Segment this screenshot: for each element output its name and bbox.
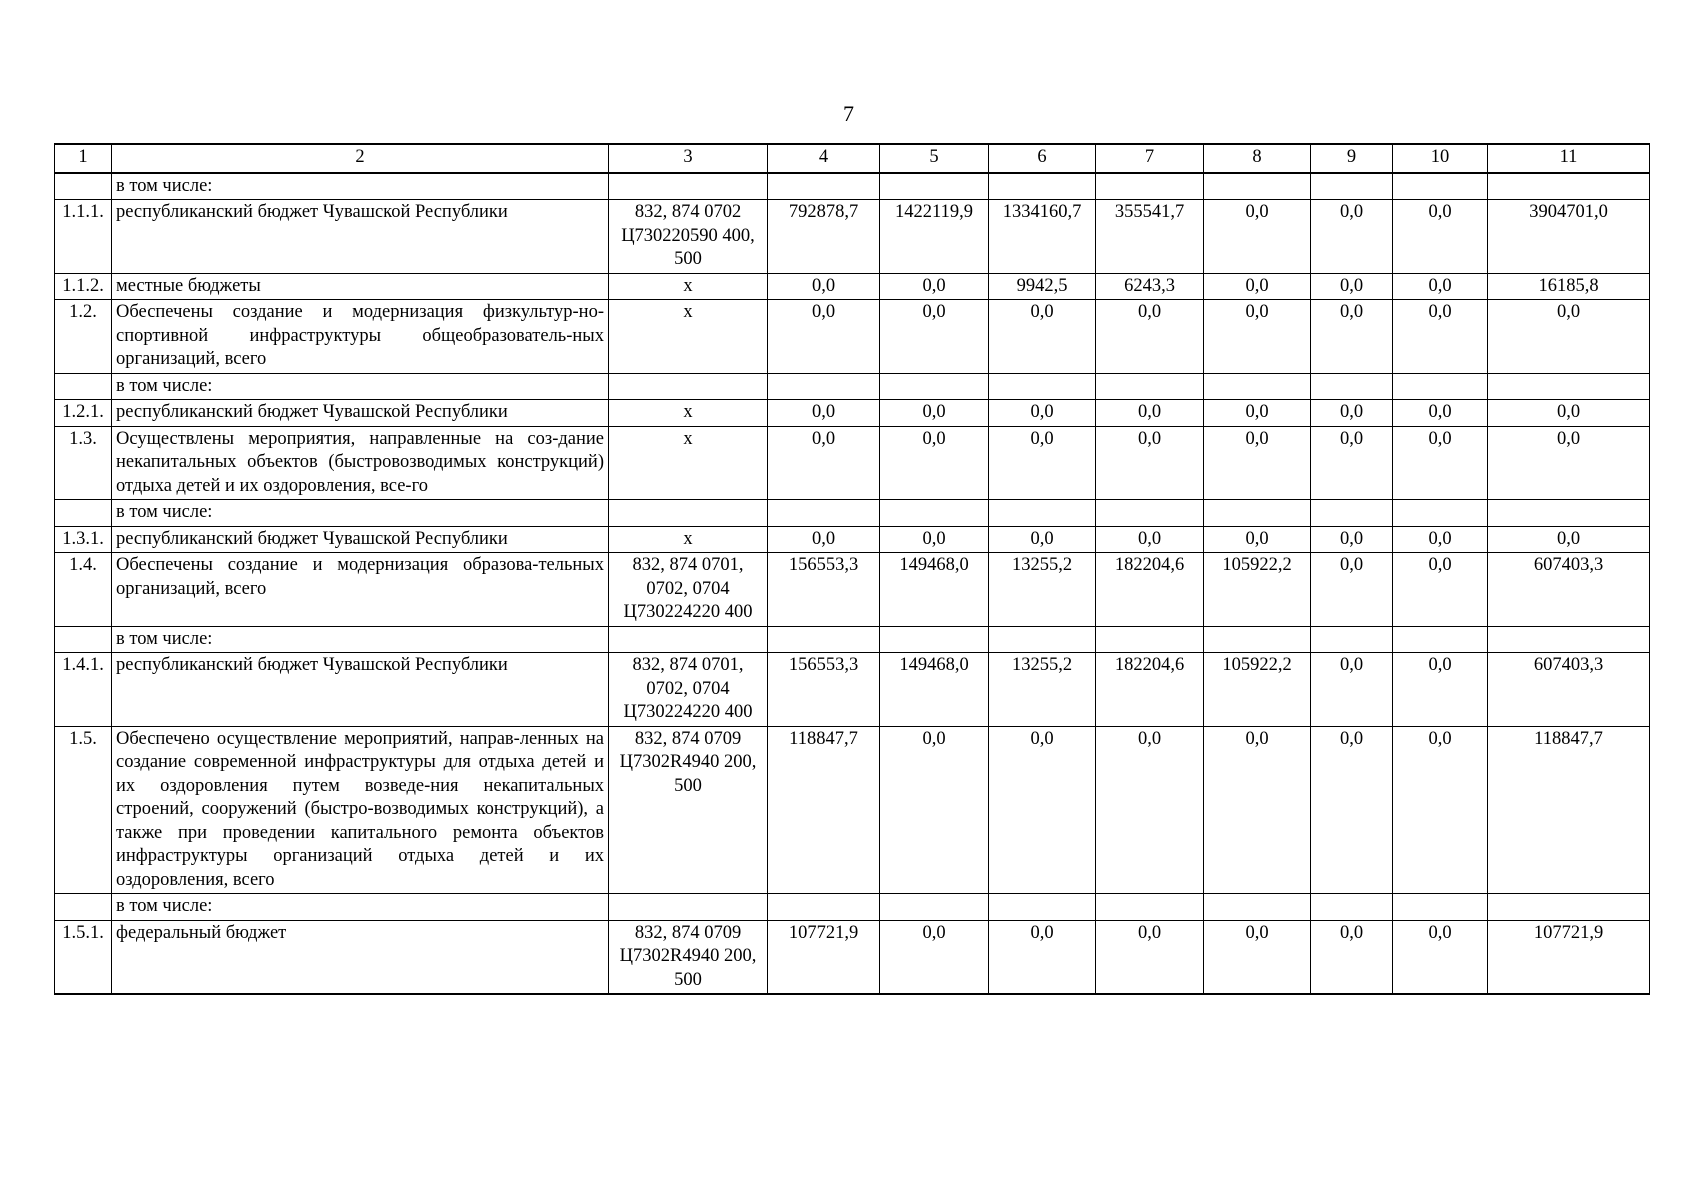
value-cell: 0,0 [880,426,989,500]
value-cell: 0,0 [1311,553,1393,627]
value-cell: 0,0 [989,300,1096,374]
row-number-cell: 1.2.1. [55,400,112,427]
row-name-cell: Обеспечены создание и модернизация образова-тельных организаций, всего [112,553,609,627]
value-cell [880,373,989,400]
value-cell [1096,894,1204,921]
value-cell: 156553,3 [768,653,880,727]
value-cell: 0,0 [1311,653,1393,727]
value-cell: 0,0 [768,273,880,300]
row-name-cell: федеральный бюджет [112,920,609,994]
value-cell: 0,0 [1311,426,1393,500]
header-cell: 7 [1096,144,1204,173]
value-cell [1204,373,1311,400]
value-cell [1311,173,1393,200]
value-cell: 0,0 [989,526,1096,553]
value-cell [880,500,989,527]
value-cell: 0,0 [1204,726,1311,894]
header-cell: 2 [112,144,609,173]
value-cell: 0,0 [1096,726,1204,894]
table-row [55,653,1650,727]
value-cell: 0,0 [1311,273,1393,300]
value-cell [1096,500,1204,527]
value-cell: 149468,0 [880,553,989,627]
row-name-cell: Обеспечены создание и модернизация физкультур-но-спортивной инфраструктуры общеобразователь-ных организаций, всего [112,300,609,374]
row-number-cell: 1.2. [55,300,112,374]
value-cell: 0,0 [1393,300,1488,374]
table-row [55,526,1650,553]
header-cell: 5 [880,144,989,173]
subheading-row [55,626,1650,653]
value-cell [1393,500,1488,527]
value-cell: 0,0 [989,920,1096,994]
value-cell: 0,0 [1096,920,1204,994]
value-cell: 0,0 [1204,526,1311,553]
value-cell [1096,626,1204,653]
value-cell [989,173,1096,200]
row-number-cell: 1.5.1. [55,920,112,994]
row-name-cell: местные бюджеты [112,273,609,300]
value-cell: 0,0 [768,526,880,553]
table-row [55,300,1650,374]
row-name-cell: Осуществлены мероприятия, направленные на соз-дание некапитальных объектов (быстровозводимых конструкций) отдыха детей и их оздоровления, все-го [112,426,609,500]
table-row [55,553,1650,627]
value-cell: 0,0 [1311,300,1393,374]
value-cell [1393,894,1488,921]
value-cell: 0,0 [768,400,880,427]
value-cell: 0,0 [1393,526,1488,553]
value-cell: 0,0 [1311,400,1393,427]
subheading-row [55,500,1650,527]
value-cell [1488,373,1650,400]
row-number-cell: 1.1.1. [55,200,112,274]
code-cell [609,894,768,921]
header-cell: 4 [768,144,880,173]
header-cell: 11 [1488,144,1650,173]
value-cell: 156553,3 [768,553,880,627]
code-cell: 832, 874 0702 Ц730220590 400, 500 [609,200,768,274]
value-cell [1488,626,1650,653]
value-cell: 1422119,9 [880,200,989,274]
row-number-cell: 1.1.2. [55,273,112,300]
value-cell: 0,0 [1311,920,1393,994]
code-cell: x [609,273,768,300]
value-cell [880,894,989,921]
subheading-label: в том числе: [112,173,609,200]
value-cell [1204,626,1311,653]
value-cell [989,626,1096,653]
value-cell: 0,0 [880,300,989,374]
value-cell [989,500,1096,527]
code-cell: x [609,526,768,553]
value-cell: 0,0 [768,300,880,374]
row-name-cell: республиканский бюджет Чувашской Республики [112,400,609,427]
value-cell: 0,0 [1488,400,1650,427]
table-row [55,200,1650,274]
value-cell: 0,0 [1204,426,1311,500]
value-cell: 0,0 [1096,400,1204,427]
subheading-row [55,373,1650,400]
value-cell: 0,0 [1096,426,1204,500]
value-cell: 0,0 [989,726,1096,894]
header-row [55,144,1650,173]
value-cell: 182204,6 [1096,653,1204,727]
value-cell: 118847,7 [768,726,880,894]
value-cell: 149468,0 [880,653,989,727]
value-cell: 107721,9 [1488,920,1650,994]
value-cell: 0,0 [1393,653,1488,727]
table-row [55,273,1650,300]
row-name-cell: Обеспечено осуществление мероприятий, направ-ленных на создание современной инфраструктуры для отдыха детей и их оздоровления путем возведе-ния некапитальных строений, сооружений (быстро-возводимых конструкций), а также при проведении капитального ремонта объектов инфраструктуры организаций отдыха детей и их оздоровления, всего [112,726,609,894]
row-number-cell: 1.3.1. [55,526,112,553]
value-cell [989,894,1096,921]
header-cell: 1 [55,144,112,173]
value-cell: 0,0 [1488,526,1650,553]
subheading-label: в том числе: [112,500,609,527]
code-cell [609,373,768,400]
value-cell: 792878,7 [768,200,880,274]
value-cell: 0,0 [1204,273,1311,300]
value-cell: 0,0 [1488,300,1650,374]
value-cell: 0,0 [1393,273,1488,300]
value-cell [1488,894,1650,921]
header-cell: 3 [609,144,768,173]
value-cell [1204,500,1311,527]
row-number-cell: 1.4. [55,553,112,627]
value-cell: 0,0 [1311,200,1393,274]
row-number-cell: 1.3. [55,426,112,500]
code-cell [609,626,768,653]
subheading-row [55,173,1650,200]
header-cell: 8 [1204,144,1311,173]
value-cell [1311,626,1393,653]
value-cell [1488,500,1650,527]
value-cell: 0,0 [989,426,1096,500]
subheading-row [55,894,1650,921]
value-cell [1393,626,1488,653]
value-cell: 0,0 [1096,526,1204,553]
code-cell: 832, 874 0701, 0702, 0704 Ц730224220 400 [609,553,768,627]
row-name-cell: республиканский бюджет Чувашской Республики [112,653,609,727]
code-cell: 832, 874 0709 Ц7302R4940 200, 500 [609,726,768,894]
row-name-cell: республиканский бюджет Чувашской Республики [112,526,609,553]
value-cell: 0,0 [1311,726,1393,894]
value-cell: 0,0 [880,400,989,427]
value-cell: 0,0 [989,400,1096,427]
row-number-cell [55,894,112,921]
budget-table [54,143,1650,995]
value-cell: 0,0 [1311,526,1393,553]
value-cell: 0,0 [768,426,880,500]
table-row [55,920,1650,994]
value-cell [768,500,880,527]
value-cell [1393,173,1488,200]
value-cell [768,894,880,921]
table-row [55,400,1650,427]
value-cell: 0,0 [880,273,989,300]
code-cell [609,173,768,200]
value-cell: 0,0 [1204,920,1311,994]
value-cell [1311,500,1393,527]
value-cell: 182204,6 [1096,553,1204,627]
value-cell: 13255,2 [989,553,1096,627]
value-cell [1393,373,1488,400]
value-cell: 105922,2 [1204,653,1311,727]
row-number-cell [55,626,112,653]
header-cell: 10 [1393,144,1488,173]
value-cell: 1334160,7 [989,200,1096,274]
value-cell: 105922,2 [1204,553,1311,627]
row-number-cell: 1.5. [55,726,112,894]
value-cell: 607403,3 [1488,553,1650,627]
value-cell: 13255,2 [989,653,1096,727]
value-cell: 0,0 [880,526,989,553]
value-cell: 0,0 [1393,200,1488,274]
value-cell: 0,0 [1393,553,1488,627]
row-number-cell [55,173,112,200]
value-cell: 118847,7 [1488,726,1650,894]
value-cell: 0,0 [1488,426,1650,500]
table-row [55,426,1650,500]
value-cell: 107721,9 [768,920,880,994]
value-cell: 0,0 [1204,400,1311,427]
subheading-label: в том числе: [112,373,609,400]
value-cell: 0,0 [880,726,989,894]
header-cell: 9 [1311,144,1393,173]
value-cell: 16185,8 [1488,273,1650,300]
value-cell: 0,0 [1393,920,1488,994]
subheading-label: в том числе: [112,626,609,653]
value-cell [1204,173,1311,200]
value-cell [880,626,989,653]
row-number-cell: 1.4.1. [55,653,112,727]
value-cell [1204,894,1311,921]
value-cell [989,373,1096,400]
value-cell [880,173,989,200]
value-cell [1096,373,1204,400]
table-row [55,726,1650,894]
value-cell: 0,0 [880,920,989,994]
value-cell [1488,173,1650,200]
value-cell [1311,373,1393,400]
value-cell: 355541,7 [1096,200,1204,274]
value-cell: 9942,5 [989,273,1096,300]
page-number: 7 [843,101,854,126]
value-cell: 607403,3 [1488,653,1650,727]
value-cell: 0,0 [1204,300,1311,374]
value-cell: 3904701,0 [1488,200,1650,274]
value-cell [1096,173,1204,200]
code-cell: 832, 874 0709 Ц7302R4940 200, 500 [609,920,768,994]
code-cell: 832, 874 0701, 0702, 0704 Ц730224220 400 [609,653,768,727]
header-cell: 6 [989,144,1096,173]
value-cell [768,373,880,400]
row-number-cell [55,373,112,400]
code-cell [609,500,768,527]
value-cell: 0,0 [1393,426,1488,500]
value-cell: 6243,3 [1096,273,1204,300]
subheading-label: в том числе: [112,894,609,921]
value-cell: 0,0 [1393,400,1488,427]
value-cell [768,626,880,653]
code-cell: x [609,426,768,500]
code-cell: x [609,400,768,427]
value-cell: 0,0 [1393,726,1488,894]
value-cell: 0,0 [1096,300,1204,374]
value-cell: 0,0 [1204,200,1311,274]
code-cell: x [609,300,768,374]
row-name-cell: республиканский бюджет Чувашской Республики [112,200,609,274]
value-cell [768,173,880,200]
value-cell [1311,894,1393,921]
row-number-cell [55,500,112,527]
